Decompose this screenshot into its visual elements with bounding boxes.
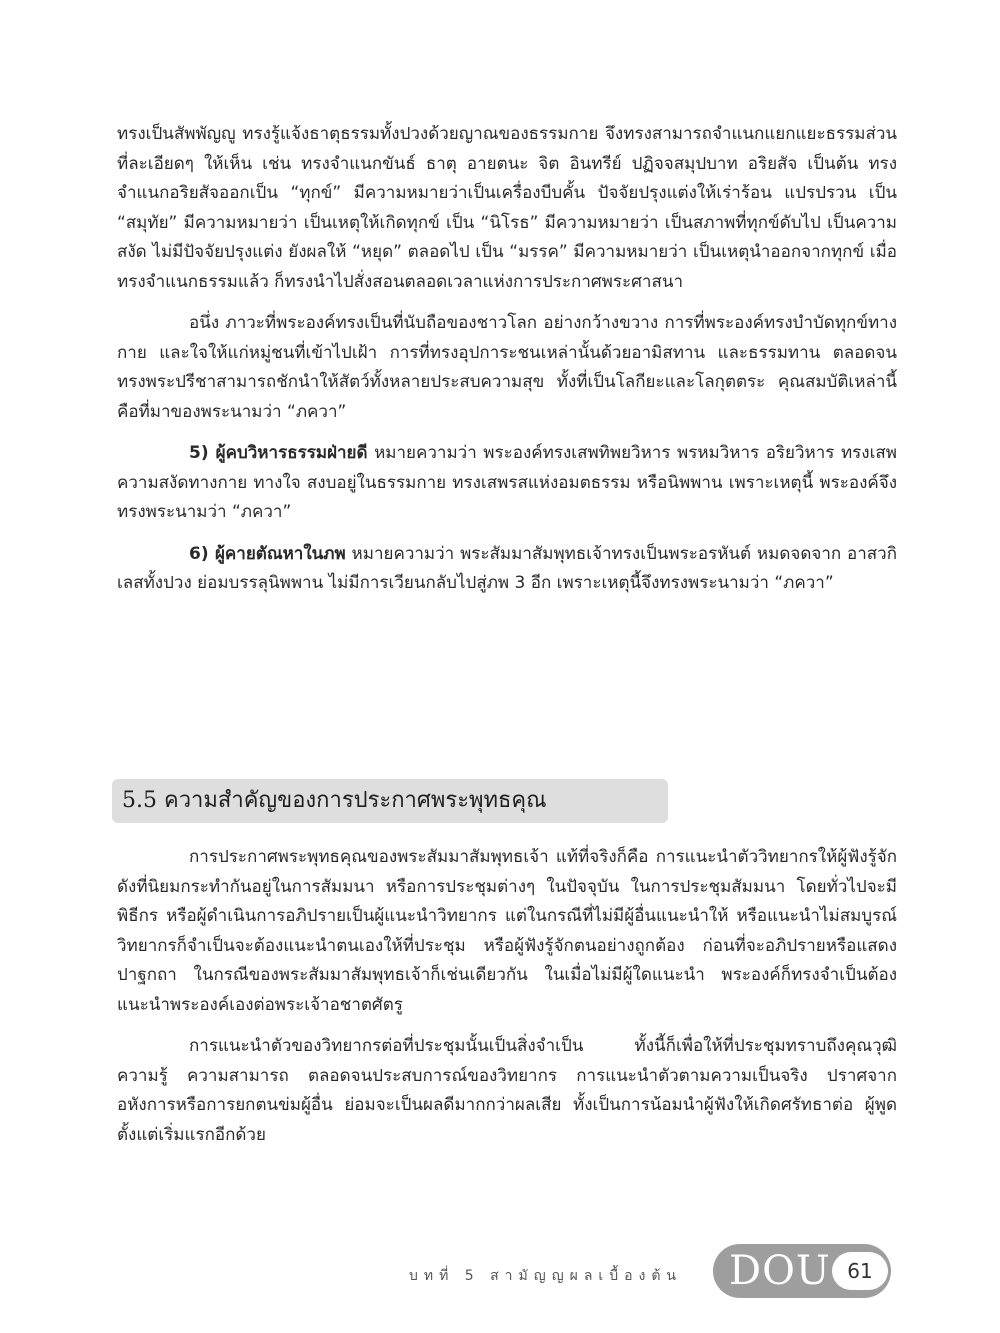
section-heading-box xyxy=(112,779,668,823)
paragraph-introduction-benefit: การแนะนำตัวของวิทยากรต่อที่ประชุมนั้นเป็นสิ่งจำเป็น ทั้งนี้ก็เพื่อให้ที่ประชุมทราบถึงคุณวุฒิ ความรู้ ความสามารถ ตลอดจนประสบการณ์ของวิทยากร การแนะนำตัวตามความเป็นจริง ปราศจาก อหังการหรือการยกตนข่มผู้อื่น ย่อมจะเป็นผลดีมากกว่าผลเสีย ทั้งเป็นการน้อมนำผู้ฟังให้เกิดศรัทธาต่อ ผู้พูด ตั้งแต่เริ่มแรกอีกด้วย xyxy=(117,1036,897,1145)
footer-chapter-title: บทที่ 5 สามัญญผลเบื้องต้น xyxy=(408,1268,682,1284)
paragraph-item-6 xyxy=(117,540,897,599)
body-text-section xyxy=(117,843,897,1156)
paragraph-item-5 xyxy=(117,439,897,528)
item-6-definition: หมายความว่า พระสัมมาสัมพุทธเจ้าทรงเป็นพระอรหันต์ หมดจดจาก อาสวกิเลสทั้งปวง ย่อมบรรลุนิพพาน ไม่มีการเวียนกลับไปสู่ภพ 3 อีก เพราะเหตุนี้จึงทรงพระนามว่า “ภควา” xyxy=(117,543,897,593)
item-6-term: 6) ผู้คายตัณหาในภพ xyxy=(189,543,346,564)
paragraph-bhagava-intro: อนึ่ง ภาวะที่พระองค์ทรงเป็นที่นับถือของชาวโลก อย่างกว้างขวาง การที่พระองค์ทรงบำบัดทุกข์ทางกาย และใจให้แก่หมู่ชนที่เข้าไปเฝ้า การที่ทรงอุปการะชนเหล่านั้นด้วยอามิสทาน และธรรมทาน ตลอดจน ทรงพระปรีชาสามารถชักนำให้สัตว์ทั้งหลายประสบความสุข ทั้งที่เป็นโลกียะและโลกุตตระ คุณสมบัติเหล่านี้คือที่มาของพระนามว่า “ภควา” xyxy=(117,313,897,422)
paragraph-introduction-analogy: การประกาศพระพุทธคุณของพระสัมมาสัมพุทธเจ้า แท้ที่จริงก็คือ การแนะนำตัววิทยากรให้ผู้ฟังรู้จัก ดังที่นิยมกระทำกันอยู่ในการสัมมนา หรือการประชุมต่างๆ ในปัจจุบัน ในการประชุมสัมมนา โดยทั่วไปจะมีพิธีกร หรือผู้ดำเนินการอภิปรายเป็นผู้แนะนำวิทยากร แต่ในกรณีที่ไม่มีผู้อื่นแนะนำให้ หรือแนะนำไม่สมบูรณ์ วิทยากรก็จำเป็นจะต้องแนะนำตนเองให้ที่ประชุม หรือผู้ฟังรู้จักตนอย่างถูกต้อง ก่อนที่จะอภิปรายหรือแสดงปาฐกถา ในกรณีของพระสัมมาสัมพุทธเจ้าก็เช่นเดียวกัน ในเมื่อไม่มีผู้ใดแนะนำ พระองค์ก็ทรงจำเป็นต้องแนะนำพระองค์เองต่อพระเจ้าอชาตศัตรู xyxy=(117,847,897,1015)
item-5-definition: หมายความว่า พระองค์ทรงเสพทิพยวิหาร พรหมวิหาร อริยวิหาร ทรงเสพความสงัดทางกาย ทางใจ สงบอยู่ในธรรมกาย ทรงเสพรสแห่งอมตธรรม หรือนิพพาน เพราะเหตุนี้ พระองค์จึงทรงพระนามว่า “ภควา” xyxy=(117,443,897,522)
body-text-top xyxy=(117,120,897,605)
section-heading: 5.5 ความสำคัญของการประกาศพระพุทธคุณ xyxy=(122,788,547,813)
dou-page-badge xyxy=(713,1244,891,1298)
paragraph-sabbannu: ทรงเป็นสัพพัญญู ทรงรู้แจ้งธาตุธรรมทั้งปวงด้วยญาณของธรรมกาย จึงทรงสามารถจำแนกแยกแยะธรรมส่วนที่ละเอียดๆ ให้เห็น เช่น ทรงจำแนกขันธ์ ธาตุ อายตนะ จิต อินทรีย์ ปฏิจจสมุปบาท อริยสัจ เป็นต้น ทรงจำแนกอริยสัจออกเป็น “ทุกข์” มีความหมายว่าเป็นเครื่องบีบคั้น ปัจจัยปรุงแต่งให้เร่าร้อน แปรปรวน เป็น “สมุทัย” มีความหมายว่า เป็นเหตุให้เกิดทุกข์ เป็น “นิโรธ” มีความหมายว่า เป็นสภาพที่ทุกข์ดับไป เป็นความสงัด ไม่มีปัจจัยปรุงแต่ง ยังผลให้ “หยุด” ตลอดไป เป็น “มรรค” มีความหมายว่า เป็นเหตุนำออกจากทุกข์ เมื่อทรงจำแนกธรรมแล้ว ก็ทรงนำไปสั่งสอนตลอดเวลาแห่งการประกาศพระศาสนา xyxy=(117,124,897,292)
page-number: 61 xyxy=(832,1252,888,1290)
dou-logo: DOU xyxy=(729,1248,831,1294)
item-5-term: 5) ผู้คบวิหารธรรมฝ่ายดี xyxy=(189,443,368,463)
